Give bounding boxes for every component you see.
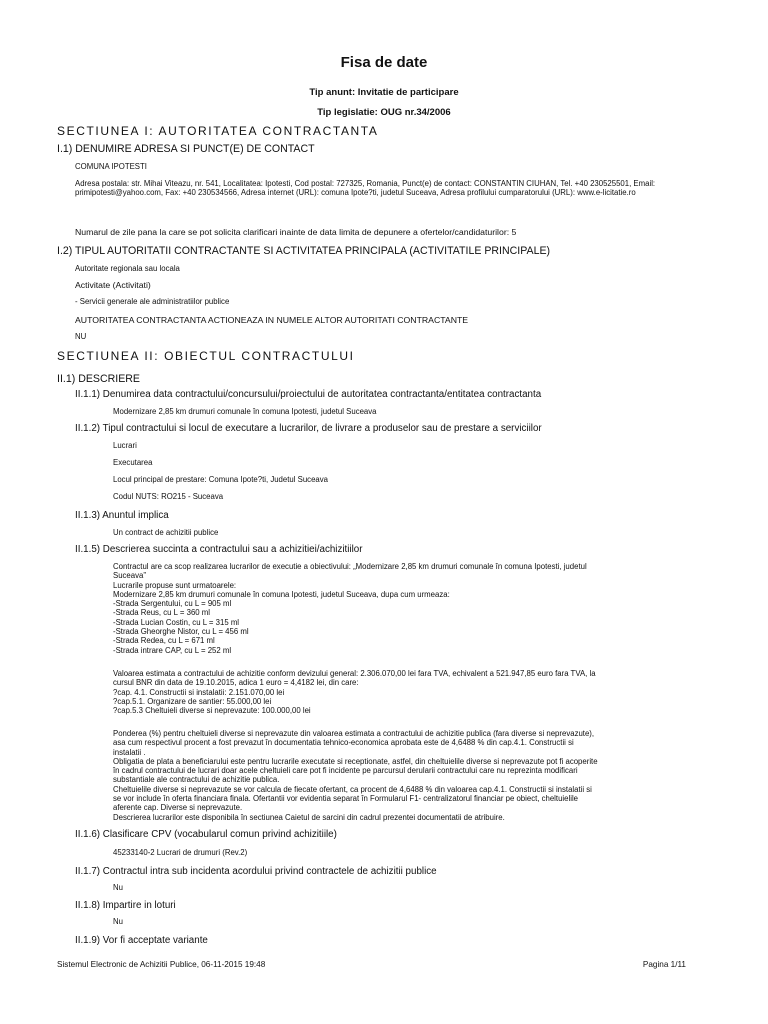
section-2-heading: SECTIUNEA II: OBIECTUL CONTRACTULUI xyxy=(57,349,355,363)
nuts-code: Codul NUTS: RO215 - Suceava xyxy=(113,492,224,501)
contract-place: Locul principal de prestare: Comuna Ipote?ti, Judetul Suceava xyxy=(113,475,328,484)
weighting-line: aferente cap. Diverse si neprevazute. xyxy=(113,803,243,813)
legislation-type: Tip legislatie: OUG nr.34/2006 xyxy=(317,107,451,118)
authority-name: COMUNA IPOTESTI xyxy=(75,162,147,171)
value-line: ?cap.5.1. Organizare de santier: 55.000,00 lei xyxy=(113,696,272,706)
weighting-block xyxy=(113,729,598,822)
lots-value: Nu xyxy=(113,917,123,926)
ii1-heading: II.1) DESCRIERE xyxy=(57,373,141,385)
weighting-line: Descrierea lucrarilor este disponibila în sectiunea Caietul de sarcini din cadrul prezentei documentatii de atribuire. xyxy=(113,812,505,822)
ii116-heading: II.1.6) Clasificare CPV (vocabularul comun privind achizitiile) xyxy=(75,829,337,840)
ii117-heading: II.1.7) Contractul intra sub incidenta acordului privind contractele de achizitii publice xyxy=(75,866,437,877)
weighting-line: asa cum respectivul procent a fost prevazut în documentatia tehnico-economica aprobata este de 4,6488 % din cap.4.1. Constructii si xyxy=(113,738,574,748)
ii118-heading: II.1.8) Impartire in loturi xyxy=(75,900,176,911)
notice-type: Tip anunt: Invitatie de participare xyxy=(309,87,459,98)
description-line: Modernizare 2,85 km drumuri comunale în comuna Ipotesti, judetul Suceava, dupa cum urmeaza: xyxy=(113,589,450,599)
activities-label: Activitate (Activitati) xyxy=(75,280,151,290)
value-block xyxy=(113,669,596,715)
section-1-heading: SECTIUNEA I: AUTORITATEA CONTRACTANTA xyxy=(57,124,379,138)
description-line: -Strada Lucian Costin, cu L = 315 ml xyxy=(113,617,240,627)
authority-address: Adresa postala: str. Mihai Viteazu, nr. 541, Localitatea: Ipotesti, Cod postal: 727325, Romania, Punct(e) de contact: CONSTANTIN CIUHAN, Tel. +40 230525501, Email: primipotesti@yahoo.com, Fax: +40 230534566, Adresa internet (URL): comuna Ipote?ti, judetul Suceava, Adresa profilului cumparatorului (URL): www.e-licitatie.ro xyxy=(75,179,656,198)
value-line: cursul BNR din data de 19.10.2015, adica 1 euro = 4,4182 lei, din care: xyxy=(113,678,359,688)
i11-heading: I.1) DENUMIRE ADRESA SI PUNCT(E) DE CONTACT xyxy=(57,143,315,155)
description-line: Suceava” xyxy=(113,571,146,581)
value-line: ?cap.5.3 Cheltuieli diverse si neprevazute: 100.000,00 lei xyxy=(113,706,311,716)
footer-system-info: Sistemul Electronic de Achizitii Publice, 06-11-2015 19:48 xyxy=(57,960,266,969)
weighting-line: Obligatia de plata a beneficiarului este pentru lucrarile executate si receptionate, astfel, din cheltuielile diverse si neprevazute pot fi acoperite xyxy=(113,756,598,766)
weighting-line: Cheltuielile diverse si neprevazute se vor calcula de fiecate ofertant, ca procent de 4,6488 % din valoarea cap.4.1. Constructii si instalatii si xyxy=(113,784,592,794)
document-title: Fisa de date xyxy=(340,54,428,71)
description-line: -Strada Sergentului, cu L = 905 ml xyxy=(113,599,232,609)
acts-on-behalf-label: AUTORITATEA CONTRACTANTA ACTIONEAZA IN NUMELE ALTOR AUTORITATI CONTRACTANTE xyxy=(75,315,469,325)
value-line: ?cap. 4.1. Constructii si instalatii: 2.151.070,00 lei xyxy=(113,687,285,697)
authority-type: Autoritate regionala sau locala xyxy=(75,264,180,273)
description-line: -Strada intrare CAP, cu L = 252 ml xyxy=(113,645,232,655)
description-line: Contractul are ca scop realizarea lucrarilor de executie a obiectivului: „Modernizare 2,85 km drumuri comunale în comuna Ipotesti, judetul xyxy=(113,562,587,571)
footer-page-number: Pagina 1/11 xyxy=(642,960,686,969)
gpa-value: Nu xyxy=(113,883,123,892)
notice-involves: Un contract de achizitii publice xyxy=(113,528,219,537)
acts-on-behalf-value: NU xyxy=(75,332,87,341)
weighting-line: în cadrul contractului de lucrari doar acele cheltuieli care pot fi incidente pe parcursul derularii contractului care nu reprezinta modificari xyxy=(113,766,578,776)
ii111-heading: II.1.1) Denumirea data contractului/concursului/proiectului de autoritatea contractanta/entitatea contractanta xyxy=(75,389,542,400)
description-block xyxy=(113,562,587,655)
ii115-heading: II.1.5) Descrierea succinta a contractului sau a achizitiei/achizitiilor xyxy=(75,544,363,555)
contract-type: Lucrari xyxy=(113,441,137,450)
ii113-heading: II.1.3) Anuntul implica xyxy=(75,510,169,521)
activities-value: - Servicii generale ale administratiilor publice xyxy=(75,297,230,306)
clarification-days: Numarul de zile pana la care se pot solicita clarificari inainte de data limita de depunere a ofertelor/candidaturilor: 5 xyxy=(75,227,517,237)
i12-heading: I.2) TIPUL AUTORITATII CONTRACTANTE SI ACTIVITATEA PRINCIPALA (ACTIVITATILE PRINCIPALE) xyxy=(57,245,551,257)
description-line: -Strada Reus, cu L = 360 ml xyxy=(113,608,211,618)
cpv-code: 45233140-2 Lucrari de drumuri (Rev.2) xyxy=(113,848,248,857)
description-line: Lucrarile propuse sunt urmatoarele: xyxy=(113,580,237,590)
weighting-line: Ponderea (%) pentru cheltuieli diverse si neprevazute din valoarea estimata a contractului de achizitie publica (fara diverse si neprevazute), xyxy=(113,729,595,738)
value-line: Valoarea estimata a contractului de achizitie conform devizului general: 2.306.070,00 lei fara TVA, echivalent a 521.947,85 euro fara TVA, la xyxy=(113,669,596,678)
weighting-line: substantiale ale contractului de achizitie publica. xyxy=(113,775,280,785)
description-line: -Strada Gheorghe Nistor, cu L = 456 ml xyxy=(113,627,249,637)
description-line: -Strada Redea, cu L = 671 ml xyxy=(113,636,215,646)
weighting-line: se vor include în oferta financiara finala. Ofertantii vor evidentia separat în Formularul F1- centralizatorul financiar pe obiect, cheltuielile xyxy=(113,794,579,804)
ii112-heading: II.1.2) Tipul contractului si locul de executare a lucrarilor, de livrare a produselor sau de prestare a serviciilor xyxy=(75,423,542,434)
contract-name: Modernizare 2,85 km drumuri comunale în comuna Ipotesti, judetul Suceava xyxy=(113,407,377,416)
ii119-heading: II.1.9) Vor fi acceptate variante xyxy=(75,935,208,946)
contract-execution: Executarea xyxy=(113,458,153,467)
weighting-line: instalatii . xyxy=(113,747,146,757)
